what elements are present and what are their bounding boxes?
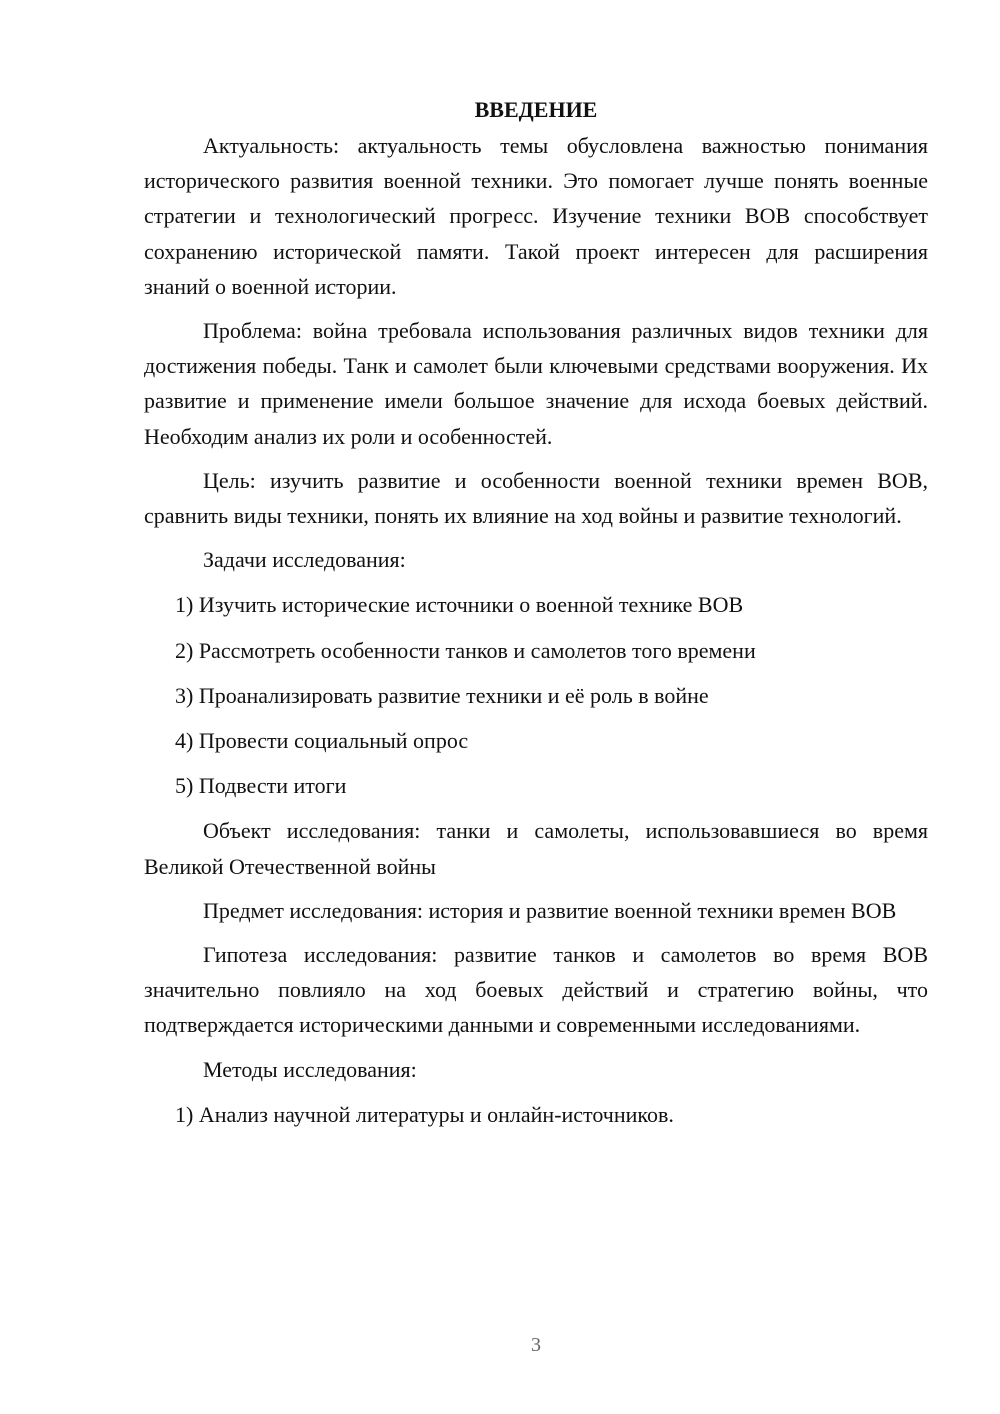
- problem-paragraph: Проблема: война требовала использования различных видов техники для достижения победы. Танк и самолет были ключевыми средствами вооружения. Их развитие и применение имели большое значение для исхода боевых действий. Необходим анализ их роли и особенностей.: [144, 318, 928, 449]
- document-page: [144, 92, 928, 1142]
- task-item: 3) Проанализировать развитие техники и её роль в войне: [175, 682, 709, 708]
- document-title: ВВЕДЕНИЕ: [474, 97, 598, 122]
- method-item: 1) Анализ научной литературы и онлайн-источников.: [175, 1101, 674, 1127]
- task-item: 2) Рассмотреть особенности танков и самолетов того времени: [175, 637, 756, 663]
- goal-paragraph: Цель: изучить развитие и особенности военной техники времен ВОВ, сравнить виды техники, понять их влияние на ход войны и развитие технологий.: [144, 467, 928, 529]
- task-item: 1) Изучить исторические источники о военной технике ВОВ: [175, 592, 744, 618]
- task-item: 4) Провести социальный опрос: [175, 728, 469, 754]
- object-paragraph: Объект исследования: танки и самолеты, использовавшиеся во время Великой Отечественной войны: [144, 818, 928, 879]
- hypothesis-paragraph: Гипотеза исследования: развитие танков и самолетов во время ВОВ значительно повлияло на ход боевых действий и стратегию войны, что подтверждается историческими данными и современными исследованиями.: [144, 942, 928, 1038]
- relevance-paragraph: Актуальность: актуальность темы обусловлена важностью понимания исторического развития военной техники. Это помогает лучше понять военные стратегии и технологический прогресс. Изучение техники ВОВ способствует сохранению исторической памяти. Такой проект интересен для расширения знаний о военной истории.: [144, 133, 928, 299]
- tasks-heading: Задачи исследования:: [203, 547, 406, 573]
- subject-paragraph: Предмет исследования: история и развитие военной техники времен ВОВ: [203, 897, 897, 923]
- methods-heading: Методы исследования:: [203, 1056, 417, 1082]
- page-number: 3: [531, 1334, 541, 1356]
- task-item: 5) Подвести итоги: [175, 773, 347, 799]
